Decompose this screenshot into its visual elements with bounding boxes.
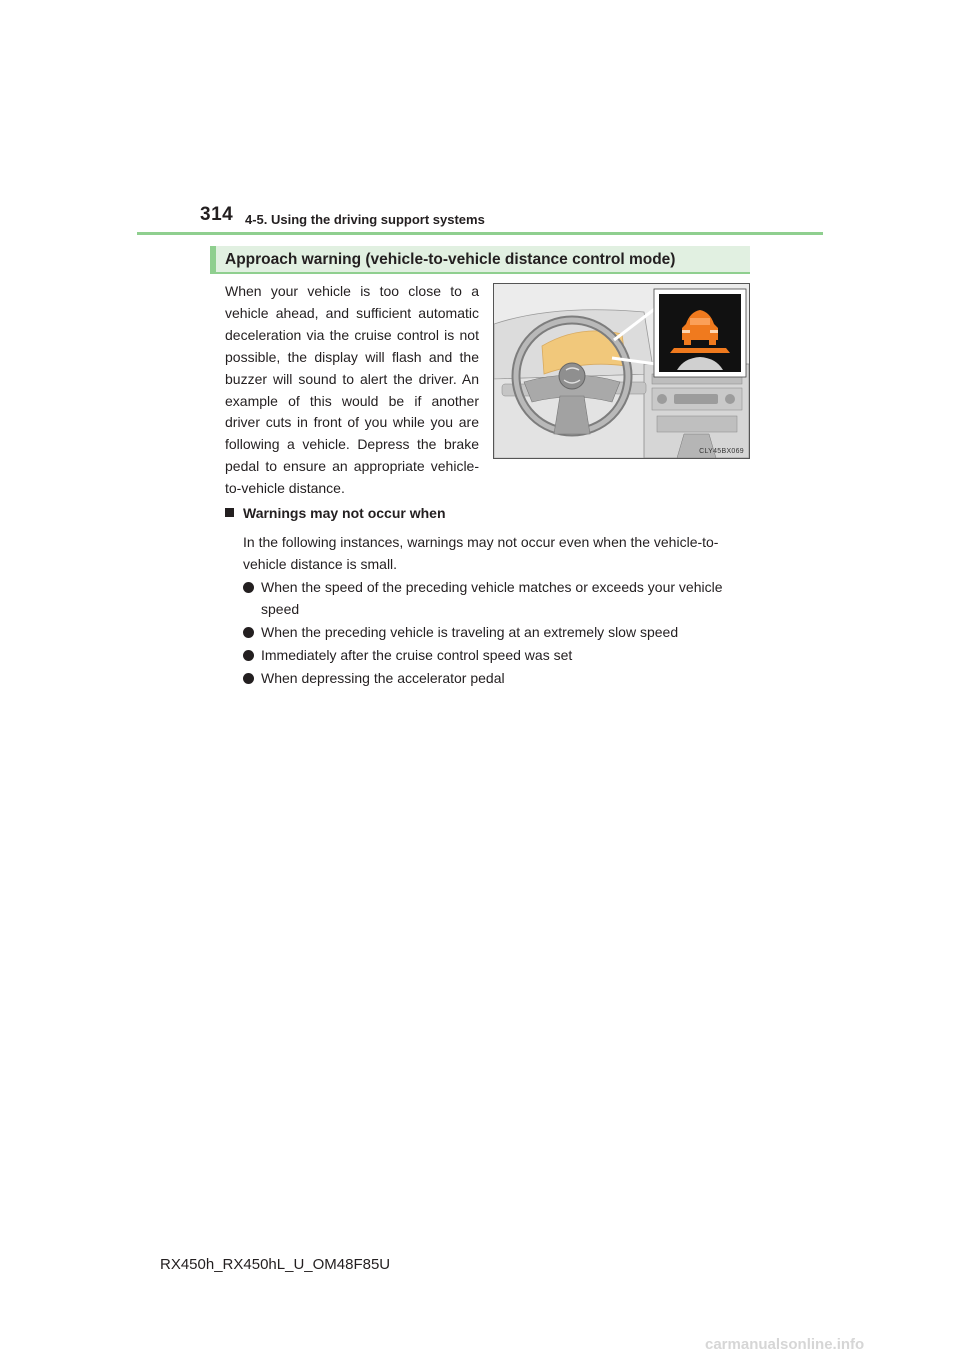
bullet-dot-icon xyxy=(243,673,254,684)
list-item-text: When the preceding vehicle is traveling at an extremely slow speed xyxy=(261,624,679,640)
square-bullet-icon xyxy=(225,508,234,517)
list-item xyxy=(243,644,748,666)
figure-code: CLY45BX069 xyxy=(699,448,744,455)
subsection-text: In the following instances, warnings may not occur even when the vehicle-to-vehicle distance is small. xyxy=(243,534,719,572)
bullet-dot-icon xyxy=(243,650,254,661)
condition-list xyxy=(243,576,748,690)
list-item-text: When the speed of the preceding vehicle matches or exceeds your vehicle speed xyxy=(261,579,723,617)
bullet-dot-icon xyxy=(243,582,254,593)
subsection-heading xyxy=(225,505,446,521)
dashboard-illustration xyxy=(493,283,750,459)
document-code-footer: RX450h_RX450hL_U_OM48F85U xyxy=(160,1256,391,1273)
list-item-text: Immediately after the cruise control speed was set xyxy=(261,647,573,663)
section-heading xyxy=(210,246,750,274)
section-title: 4-5. Using the driving support systems xyxy=(245,212,485,227)
list-item xyxy=(243,621,748,643)
list-item xyxy=(243,667,748,689)
heading-accent-bar xyxy=(210,246,216,272)
subsection-title: Warnings may not occur when xyxy=(243,505,446,521)
dashboard-drawing xyxy=(494,284,749,458)
page-number: 314 xyxy=(200,204,234,225)
intro-paragraph: When your vehicle is too close to a vehicle ahead, and sufficient automatic deceleration via the cruise control is not possible, the display will flash and the buzzer will sound to alert the driver. An example of this would be if another driver cuts in front of you while you are following a vehicle. Depress the brake pedal to ensure an appropriate vehicle-to-vehicle distance. xyxy=(225,283,479,497)
list-item xyxy=(243,576,748,620)
heading-title: Approach warning (vehicle-to-vehicle distance control mode) xyxy=(225,251,676,268)
watermark: carmanualsonline.info xyxy=(705,1336,865,1353)
bullet-dot-icon xyxy=(243,627,254,638)
list-item-text: When depressing the accelerator pedal xyxy=(261,670,505,686)
header-rule xyxy=(137,232,823,235)
